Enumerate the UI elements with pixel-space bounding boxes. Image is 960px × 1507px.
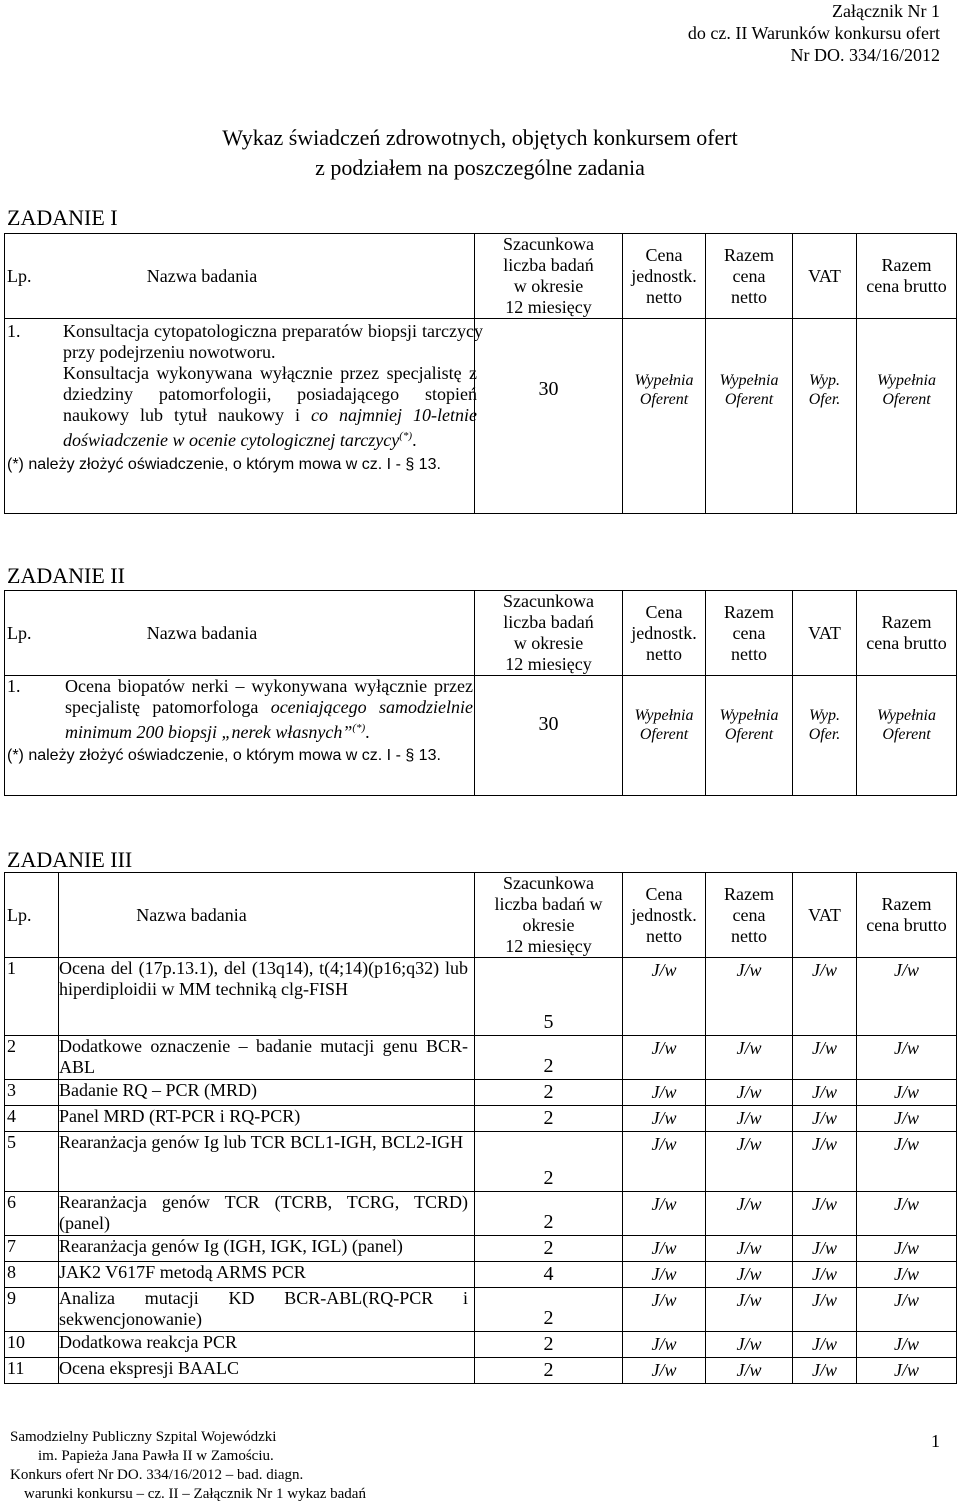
zadanie-2-lp: 1. xyxy=(7,676,21,696)
title-line-2: z podziałem na poszczególne zadania xyxy=(315,155,645,180)
name-header: Nazwa badania xyxy=(146,265,258,286)
row-count: 2 xyxy=(475,1132,623,1192)
row-unit-price: J/w xyxy=(623,958,706,1036)
zadanie-2-table xyxy=(4,590,957,796)
table-row xyxy=(5,1236,957,1262)
unit-price-header-l3: netto xyxy=(646,643,682,664)
zadanie-2-note: (*) należy złożyć oświadczenie, o którym mowa w cz. I - § 13. xyxy=(7,747,441,764)
table-row xyxy=(5,1332,957,1358)
row-total-gross: J/w xyxy=(857,1036,957,1080)
row-vat: J/w xyxy=(793,1192,857,1236)
name-header: Nazwa badania xyxy=(146,622,258,643)
vat-header: VAT xyxy=(793,591,857,676)
row-total-net: J/w xyxy=(706,1132,793,1192)
row-count: 2 xyxy=(475,1106,623,1132)
header-conditions-line: do cz. II Warunków konkursu ofert xyxy=(687,23,940,43)
total-gross-header-l2: cena brutto xyxy=(866,633,947,653)
title-line-1: Wykaz świadczeń zdrowotnych, objętych konkursem ofert xyxy=(222,125,738,150)
row-lp: 11 xyxy=(5,1358,59,1384)
row-lp: 10 xyxy=(5,1332,59,1358)
row-unit-price: J/w xyxy=(623,1132,706,1192)
total-gross-header-l2: cena brutto xyxy=(866,915,947,935)
zadanie-1-desc-c: co najmniej 10-letnie doświadczenie w ocenie cytologicznej tarczycy xyxy=(63,405,478,450)
zadanie-1-desc-block xyxy=(5,321,483,363)
zadanie-1-desc-a: Konsultacja cytopatologiczna preparatów biopsji tarczycy przy podejrzeniu nowotworu. xyxy=(63,321,483,362)
row-lp: 4 xyxy=(5,1106,59,1132)
row-name: JAK2 V617F metodą ARMS PCR xyxy=(59,1262,475,1288)
zadanie-2-header-row xyxy=(5,591,957,676)
row-vat: J/w xyxy=(793,1332,857,1358)
count-header-l3: w okresie xyxy=(513,276,584,296)
row-lp: 3 xyxy=(5,1080,59,1106)
row-unit-price: J/w xyxy=(623,1106,706,1132)
total-gross-header-l1: Razem xyxy=(881,894,932,914)
row-total-gross: J/w xyxy=(857,1106,957,1132)
total-net-header xyxy=(706,234,793,319)
row-vat: J/w xyxy=(793,1080,857,1106)
row-count: 2 xyxy=(475,1036,623,1080)
row-vat: J/w xyxy=(793,1358,857,1384)
fill-l2: Oferent xyxy=(882,391,931,408)
count-header xyxy=(475,234,623,319)
footer-line-3: Konkurs ofert Nr DO. 334/16/2012 – bad. diagn. xyxy=(10,1467,304,1483)
fill-l2: Oferent xyxy=(724,391,774,408)
total-net-header-l3: netto xyxy=(731,286,767,307)
total-net-header xyxy=(706,873,793,958)
vat-header: VAT xyxy=(793,873,857,958)
row-total-net: J/w xyxy=(706,1192,793,1236)
table-row xyxy=(5,1106,957,1132)
zadanie-1-desc-b: Konsultacja wykonywana wyłącznie przez specjalistę z dziedziny patomorfologii, posiadającego stopień naukowy lub tytuł naukowy i xyxy=(63,363,477,425)
zadanie-1-total-gross xyxy=(857,319,957,514)
page-number: 1 xyxy=(931,1431,940,1451)
table-row xyxy=(5,958,957,1036)
document-header xyxy=(688,0,940,66)
unit-price-header xyxy=(623,873,706,958)
table-row xyxy=(5,1080,957,1106)
row-total-gross: J/w xyxy=(857,1262,957,1288)
lp-header: Lp. xyxy=(5,873,59,958)
total-net-header xyxy=(706,591,793,676)
total-gross-header-l1: Razem xyxy=(881,612,932,632)
total-net-header-l1: Razem xyxy=(724,883,774,904)
total-net-header-l2: cena xyxy=(732,904,766,925)
count-header-l2: liczba badań xyxy=(503,612,594,632)
count-header-l1: Szacunkowa xyxy=(503,591,594,611)
row-total-gross: J/w xyxy=(857,958,957,1036)
footer-line-1: Samodzielny Publiczny Szpital Wojewódzki xyxy=(10,1429,277,1445)
zadanie-1-table xyxy=(4,233,957,514)
row-count: 2 xyxy=(475,1332,623,1358)
row-unit-price: J/w xyxy=(623,1236,706,1262)
unit-price-header-l3: netto xyxy=(646,925,682,946)
row-lp: 5 xyxy=(5,1132,59,1192)
zadanie-2-total-gross xyxy=(857,676,957,796)
zadanie-1-note: (*) należy złożyć oświadczenie, o którym mowa w cz. I - § 13. xyxy=(7,456,441,473)
header-number-line: Nr DO. 334/16/2012 xyxy=(790,45,940,65)
row-vat: J/w xyxy=(793,1288,857,1332)
fill-l1: Wypełnia xyxy=(634,372,694,389)
row-total-net: J/w xyxy=(706,1288,793,1332)
table-row xyxy=(5,1288,957,1332)
row-unit-price: J/w xyxy=(623,1332,706,1358)
fill-vat-l1: Wyp. xyxy=(809,372,840,389)
total-gross-header xyxy=(857,591,957,676)
row-vat: J/w xyxy=(793,1262,857,1288)
zadanie-2-count: 30 xyxy=(475,676,623,796)
zadanie-1-description xyxy=(5,319,483,514)
zadanie-2-label: ZADANIE II xyxy=(7,563,125,588)
count-header-l1: Szacunkowa xyxy=(503,234,594,254)
row-total-net: J/w xyxy=(706,1358,793,1384)
document-footer xyxy=(10,1428,366,1504)
count-header xyxy=(475,873,623,958)
row-name: Rearanżacja genów TCR (TCRB, TCRG, TCRD) (panel) xyxy=(59,1192,475,1236)
total-gross-header xyxy=(857,873,957,958)
fill-l2: Oferent xyxy=(724,726,774,743)
fill-l1: Wypełnia xyxy=(634,707,694,724)
row-unit-price: J/w xyxy=(623,1358,706,1384)
fill-vat-l1: Wyp. xyxy=(809,707,840,724)
count-header-l3: w okresie xyxy=(513,633,584,653)
zadanie-3-table xyxy=(4,872,957,1384)
row-name: Dodatkowa reakcja PCR xyxy=(59,1332,475,1358)
count-header-l1: Szacunkowa xyxy=(503,873,594,893)
table-row xyxy=(5,1358,957,1384)
unit-price-header xyxy=(623,591,706,676)
unit-price-header-l2: jednostk. xyxy=(631,265,697,286)
zadanie-2-desc-b: oceniającego samodzielnie minimum 200 biopsji „nerek własnych” xyxy=(65,697,474,742)
row-total-net: J/w xyxy=(706,1332,793,1358)
row-name: Badanie RQ – PCR (MRD) xyxy=(59,1080,475,1106)
row-unit-price: J/w xyxy=(623,1192,706,1236)
total-gross-header xyxy=(857,234,957,319)
row-total-net: J/w xyxy=(706,1080,793,1106)
row-name: Analiza mutacji KD BCR-ABL(RQ-PCR i sekwencjonowanie) xyxy=(59,1288,475,1332)
row-count: 5 xyxy=(475,958,623,1036)
zadanie-2-desc: Ocena biopatów nerki – wykonywana wyłącznie przez specjalistę patomorfologa oceniającego samodzielnie minimum 200 biopsji „nerek własnych”(*). xyxy=(65,676,474,742)
unit-price-header-l3: netto xyxy=(646,286,682,307)
row-count: 4 xyxy=(475,1262,623,1288)
count-header-l4: 12 miesięcy xyxy=(505,654,592,674)
row-vat: J/w xyxy=(793,1036,857,1080)
row-total-gross: J/w xyxy=(857,1080,957,1106)
zadanie-1-total-net xyxy=(706,319,793,514)
table-row xyxy=(5,1132,957,1192)
fill-l1: Wypełnia xyxy=(719,707,779,724)
row-name: Rearanżacja genów Ig lub TCR BCL1-IGH, BCL2-IGH xyxy=(59,1132,475,1192)
unit-price-header-l2: jednostk. xyxy=(631,622,697,643)
total-net-header-l1: Razem xyxy=(724,244,774,265)
count-header-l4: 12 miesięcy xyxy=(505,297,592,317)
table-row xyxy=(5,1192,957,1236)
row-total-gross: J/w xyxy=(857,1236,957,1262)
row-count: 2 xyxy=(475,1288,623,1332)
fill-vat-l2: Ofer. xyxy=(808,391,841,408)
table-row xyxy=(5,1036,957,1080)
zadanie-1-vat xyxy=(793,319,857,514)
row-total-net: J/w xyxy=(706,1106,793,1132)
fill-l1: Wypełnia xyxy=(877,372,936,389)
row-total-net: J/w xyxy=(706,1036,793,1080)
row-vat: J/w xyxy=(793,958,857,1036)
lp-name-header xyxy=(5,591,475,676)
fill-l1: Wypełnia xyxy=(877,707,936,724)
zadanie-1-unit-price xyxy=(623,319,706,514)
row-count: 2 xyxy=(475,1080,623,1106)
zadanie-1-count: 30 xyxy=(475,319,623,514)
row-total-net: J/w xyxy=(706,1236,793,1262)
zadanie-2-desc-sup: (*) xyxy=(352,722,366,734)
fill-l2: Oferent xyxy=(639,726,689,743)
vat-header: VAT xyxy=(793,234,857,319)
fill-l1: Wypełnia xyxy=(719,372,779,389)
row-total-net: J/w xyxy=(706,1262,793,1288)
row-lp: 9 xyxy=(5,1288,59,1332)
count-header xyxy=(475,591,623,676)
row-lp: 6 xyxy=(5,1192,59,1236)
total-net-header-l1: Razem xyxy=(724,601,774,622)
zadanie-2-unit-price xyxy=(623,676,706,796)
row-count: 2 xyxy=(475,1236,623,1262)
row-total-gross: J/w xyxy=(857,1332,957,1358)
unit-price-header-l1: Cena xyxy=(645,601,683,622)
header-attachment-line: Załącznik Nr 1 xyxy=(832,1,940,21)
total-net-header-l3: netto xyxy=(731,643,767,664)
count-header-l3: okresie xyxy=(522,915,575,935)
row-count: 2 xyxy=(475,1192,623,1236)
row-lp: 7 xyxy=(5,1236,59,1262)
row-unit-price: J/w xyxy=(623,1288,706,1332)
zadanie-2-total-net xyxy=(706,676,793,796)
row-total-gross: J/w xyxy=(857,1358,957,1384)
zadanie-3-header-row xyxy=(5,873,957,958)
total-net-header-l2: cena xyxy=(732,622,766,643)
zadanie-2-description xyxy=(5,676,475,796)
row-lp: 1 xyxy=(5,958,59,1036)
row-name: Dodatkowe oznaczenie – badanie mutacji genu BCR-ABL xyxy=(59,1036,475,1080)
fill-l2: Oferent xyxy=(639,391,689,408)
zadanie-1-desc-sup: (*) xyxy=(399,430,413,442)
row-unit-price: J/w xyxy=(623,1080,706,1106)
footer-line-2: im. Papieża Jana Pawła II w Zamościu. xyxy=(38,1448,274,1464)
lp-header: Lp. xyxy=(7,265,32,286)
zadanie-2-vat xyxy=(793,676,857,796)
footer-line-4: warunki konkursu – cz. II – Załącznik Nr 1 wykaz badań xyxy=(24,1486,366,1502)
row-vat: J/w xyxy=(793,1106,857,1132)
row-total-gross: J/w xyxy=(857,1192,957,1236)
unit-price-header xyxy=(623,234,706,319)
row-name: Rearanżacja genów Ig (IGH, IGK, IGL) (panel) xyxy=(59,1236,475,1262)
unit-price-header-l1: Cena xyxy=(645,244,683,265)
row-vat: J/w xyxy=(793,1236,857,1262)
name-header: Nazwa badania xyxy=(59,873,475,958)
zadanie-1-lp: 1. xyxy=(7,321,21,341)
total-net-header-l3: netto xyxy=(731,925,767,946)
unit-price-header-l2: jednostk. xyxy=(631,904,697,925)
row-name: Ocena ekspresji BAALC xyxy=(59,1358,475,1384)
row-unit-price: J/w xyxy=(623,1262,706,1288)
total-net-header-l2: cena xyxy=(732,265,766,286)
zadanie-2-row-1 xyxy=(5,676,957,796)
unit-price-header-l1: Cena xyxy=(645,883,683,904)
total-gross-header-l1: Razem xyxy=(881,255,932,275)
row-total-gross: J/w xyxy=(857,1288,957,1332)
zadanie-3-label: ZADANIE III xyxy=(7,847,133,872)
fill-vat-l2: Ofer. xyxy=(808,726,841,743)
zadanie-1-label: ZADANIE I xyxy=(7,205,118,230)
row-unit-price: J/w xyxy=(623,1036,706,1080)
row-vat: J/w xyxy=(793,1132,857,1192)
row-lp: 8 xyxy=(5,1262,59,1288)
zadanie-2-desc-block xyxy=(5,676,474,743)
count-header-l2: liczba badań xyxy=(503,255,594,275)
count-header-l4: 12 miesięcy xyxy=(505,936,592,956)
zadanie-1-row-1 xyxy=(5,319,957,514)
table-row xyxy=(5,1262,957,1288)
row-total-net: J/w xyxy=(706,958,793,1036)
row-total-gross: J/w xyxy=(857,1132,957,1192)
row-lp: 2 xyxy=(5,1036,59,1080)
row-name: Ocena del (17p.13.1), del (13q14), t(4;14)(p16;q32) lub hiperdiploidii w MM techniką clg-FISH xyxy=(59,958,475,1036)
lp-name-header xyxy=(5,234,475,319)
document-title xyxy=(0,123,960,183)
row-name: Panel MRD (RT-PCR i RQ-PCR) xyxy=(59,1106,475,1132)
row-count: 2 xyxy=(475,1358,623,1384)
count-header-l2: liczba badań w xyxy=(494,894,603,914)
zadanie-1-desc-bc: Konsultacja wykonywana wyłącznie przez specjalistę z dziedziny patomorfologii, posiadającego stopień naukowy lub tytuł naukowy i co najmniej 10-letnie doświadczenie w ocenie cytologicznej tarczycy(*). xyxy=(63,363,478,450)
zadanie-2-desc-a: Ocena biopatów nerki – wykonywana wyłącznie przez specjalistę patomorfologa xyxy=(65,676,473,717)
total-gross-header-l2: cena brutto xyxy=(866,276,947,296)
fill-l2: Oferent xyxy=(882,726,931,743)
zadanie-1-header-row xyxy=(5,234,957,319)
lp-header: Lp. xyxy=(7,622,32,643)
